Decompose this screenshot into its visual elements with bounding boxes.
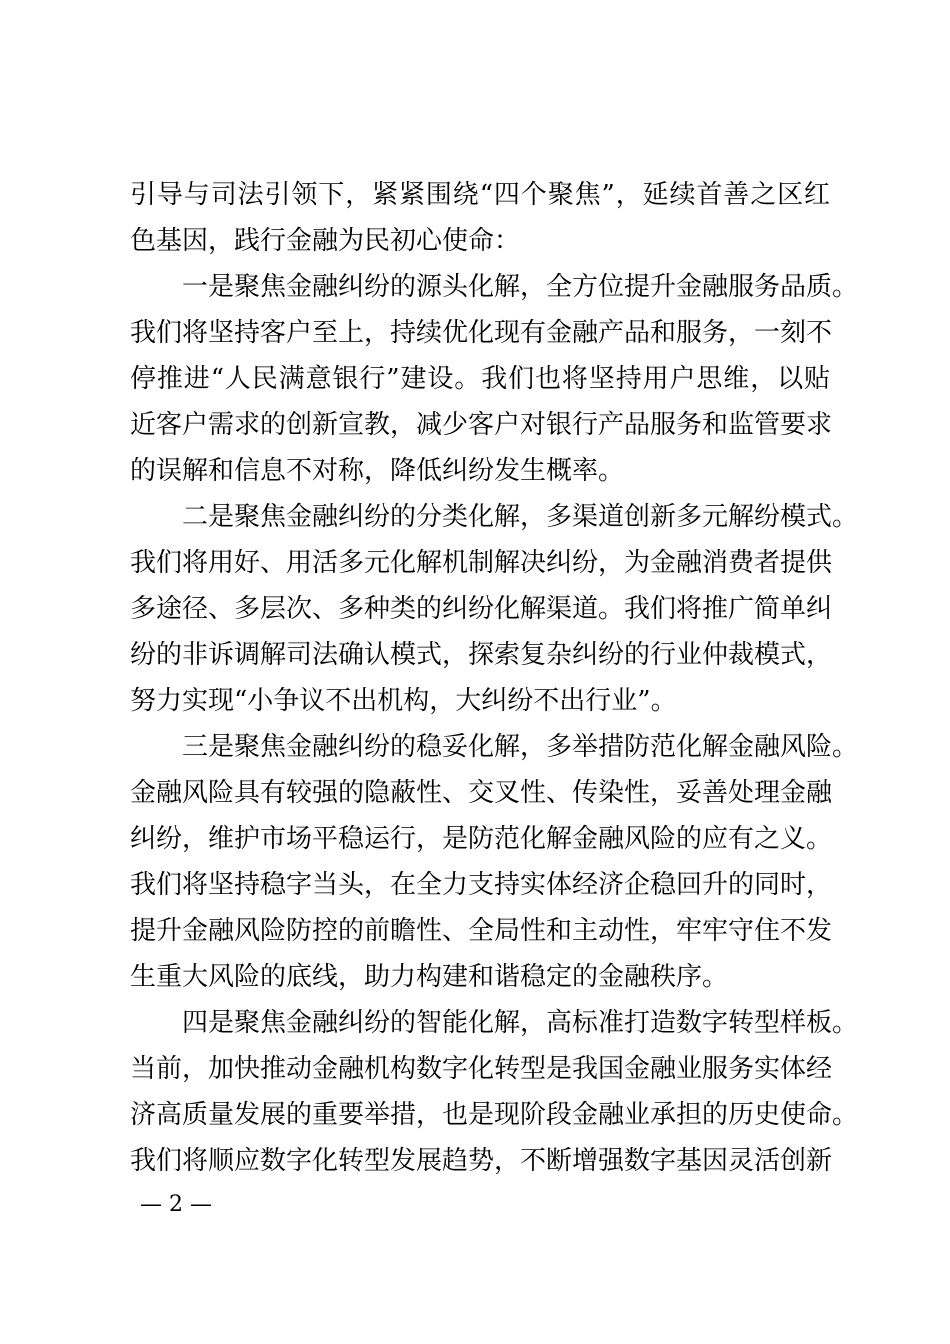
text-line: 二是聚焦金融纠纷的分类化解，多渠道创新多元解纷模式。 (182, 502, 859, 532)
paragraph (130, 172, 830, 264)
text-line: 多途径、多层次、多种类的纠纷化解渠道。我们将推广简单纠 (130, 594, 833, 624)
text-line: 提升金融风险防控的前瞻性、全局性和主动性，牢牢守住不发 (130, 916, 833, 946)
text-line: 金融风险具有较强的隐蔽性、交叉性、传染性，妥善处理金融 (130, 778, 833, 808)
body-text (130, 172, 859, 1184)
text-line: 色基因，践行金融为民初心使命： (130, 226, 521, 256)
paragraph (130, 494, 859, 724)
text-line: 停推进“人民满意银行”建设。我们也将坚持用户思维，以贴 (130, 364, 830, 394)
text-line: 四是聚焦金融纠纷的智能化解，高标准打造数字转型样板。 (182, 1008, 859, 1038)
paragraph (130, 724, 859, 1000)
text-line: 我们将坚持稳字当头，在全力支持实体经济企稳回升的同时， (130, 870, 833, 900)
paragraph (130, 1000, 859, 1184)
text-line: 我们将用好、用活多元化解机制解决纠纷，为金融消费者提供 (130, 548, 833, 578)
text-line: 一是聚焦金融纠纷的源头化解，全方位提升金融服务品质。 (182, 272, 859, 302)
text-line: 引导与司法引领下，紧紧围绕“四个聚焦”，延续首善之区红 (130, 180, 830, 210)
text-line: 我们将顺应数字化转型发展趋势，不断增强数字基因灵活创新 (130, 1146, 833, 1176)
text-line: 纠纷，维护市场平稳运行，是防范化解金融风险的应有之义。 (130, 824, 833, 854)
text-line: 我们将坚持客户至上，持续优化现有金融产品和服务，一刻不 (130, 318, 833, 348)
page-number: — 2 — (140, 1192, 212, 1217)
text-line: 的误解和信息不对称，降低纠纷发生概率。 (130, 456, 625, 486)
text-line: 生重大风险的底线，助力构建和谐稳定的金融秩序。 (130, 962, 729, 992)
text-line: 纷的非诉调解司法确认模式，探索复杂纠纷的行业仲裁模式， (130, 640, 833, 670)
text-line: 济高质量发展的重要举措，也是现阶段金融业承担的历史使命。 (130, 1100, 859, 1130)
text-line: 三是聚焦金融纠纷的稳妥化解，多举措防范化解金融风险。 (182, 732, 859, 762)
paragraph (130, 264, 859, 494)
text-line: 当前，加快推动金融机构数字化转型是我国金融业服务实体经 (130, 1054, 833, 1084)
text-line: 近客户需求的创新宣教，减少客户对银行产品服务和监管要求 (130, 410, 833, 440)
text-line: 努力实现“小争议不出机构，大纠纷不出行业”。 (130, 686, 677, 716)
